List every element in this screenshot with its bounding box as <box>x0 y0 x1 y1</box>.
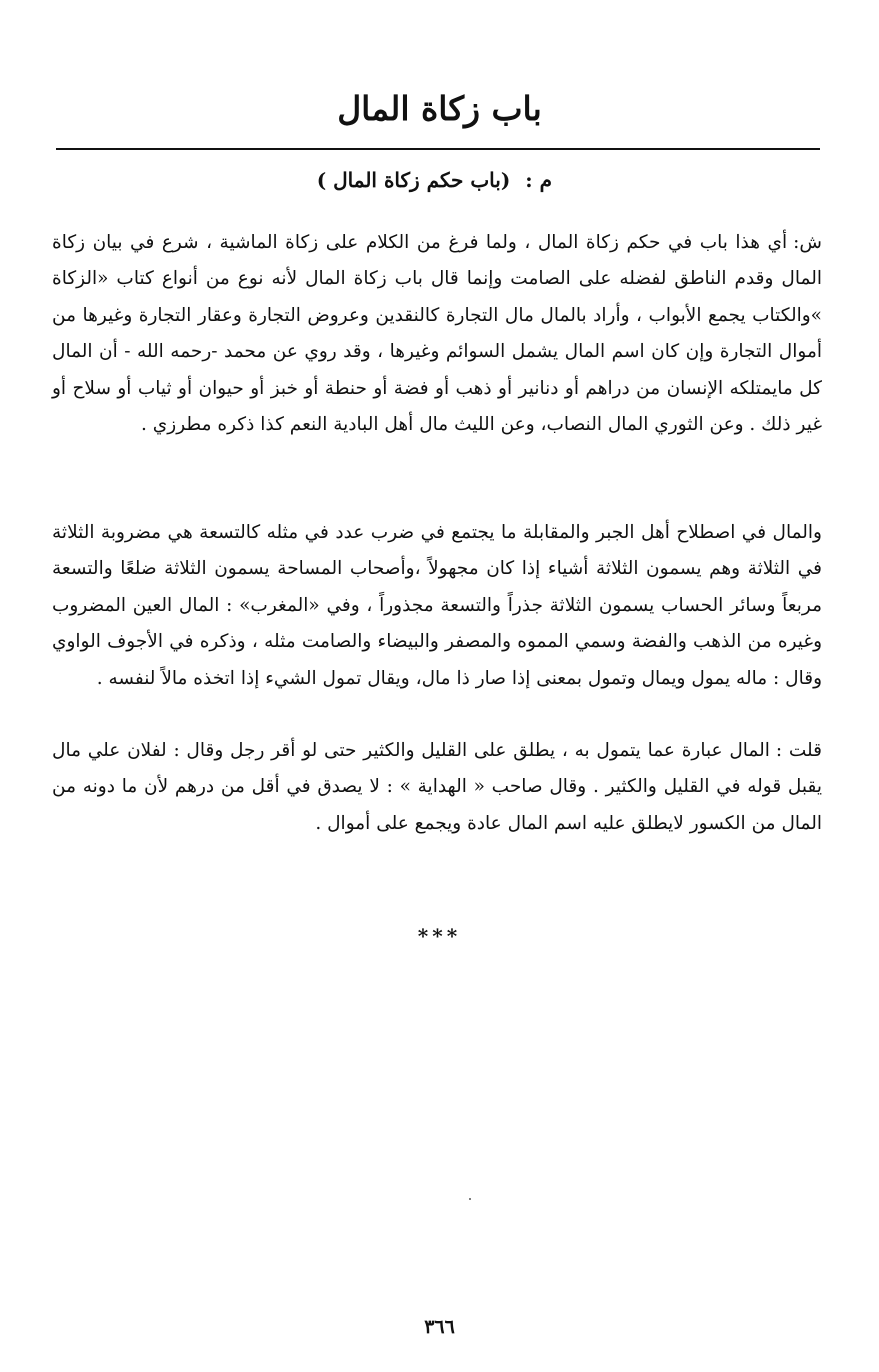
section-marker: م : <box>525 168 552 192</box>
print-speck <box>469 1198 471 1200</box>
section-heading <box>317 160 552 200</box>
paragraph-text: والمال في اصطلاح أهل الجبر والمقابلة ما يجتمع في ضرب عدد في مثله كالتسعة هي مضروبة الثلاثة في الثلاثة وهم يسمون الثلاثة أشياء إذا كان مجهولاً ،وأصحاب المساحة يسمون الثلاثة ضلعًا والتسعة مربعاً وسائر الحساب يسمون الثلاثة جذراً والتسعة مجذوراً ، وفي «المغرب» : المال العين المضروب وغيره من الذهب والفضة وسمي المموه والمصفر والبيضاء والصامت مثله ، وذكره في الأجوف الواوي وقال : ماله يمول ويمال وتمول بمعنى إذا صار ذا مال، ويقال تمول الشيء إذا اتخذه مالاً لنفسه . <box>52 521 822 689</box>
section-heading-text: (باب حكم زكاة المال ) <box>316 168 511 192</box>
paragraph-lead: قلت : <box>775 739 823 761</box>
page-number: ٣٦٦ <box>424 1316 455 1338</box>
chapter-title: باب زكاة المال <box>337 89 542 128</box>
title-divider <box>56 148 820 150</box>
paragraph-text: أي هذا باب في حكم زكاة المال ، ولما فرغ من الكلام على زكاة الماشية ، شرع في بيان زكاة المال وقدم الناطق لفضله على الصامت وإنما قال باب زكاة المال لأنه نوع من أنواع كتاب «الزكاة »والكتاب يجمع الأبواب ، وأراد بالمال مال التجارة كالنقدين وعروض التجارة وعقار التجارة وغيرها من أموال التجارة وإن كان اسم المال يشمل السوائم وغيرها ، وقد روي عن محمد -رحمه الله - أن المال كل مايمتلكه الإنسان من دراهم أو دنانير أو ذهب أو فضة أو حنطة أو خبز أو حيوان أو ثياب أو سلاح أو غير ذلك . وعن الثوري المال النصاب، وعن الليث مال أهل البادية النعم كذا ذكره مطرزي . <box>52 231 822 435</box>
author-note-paragraph <box>52 733 822 843</box>
paragraph-lead: ش: <box>793 231 822 253</box>
commentary-paragraph <box>52 225 822 444</box>
terminology-paragraph <box>52 515 822 698</box>
paragraph-text: المال عبارة عما يتمول به ، يطلق على القليل والكثير حتى لو أقر رجل وقال : لفلان علي مال يقبل قوله في القليل والكثير . وقال صاحب « الهداية » : لا يصدق في أقل من درهم لأن ما دونه من المال من الكسور لايطلق عليه اسم المال عادة ويجمع على أموال . <box>52 739 822 834</box>
section-end-ornament: *** <box>417 924 462 948</box>
